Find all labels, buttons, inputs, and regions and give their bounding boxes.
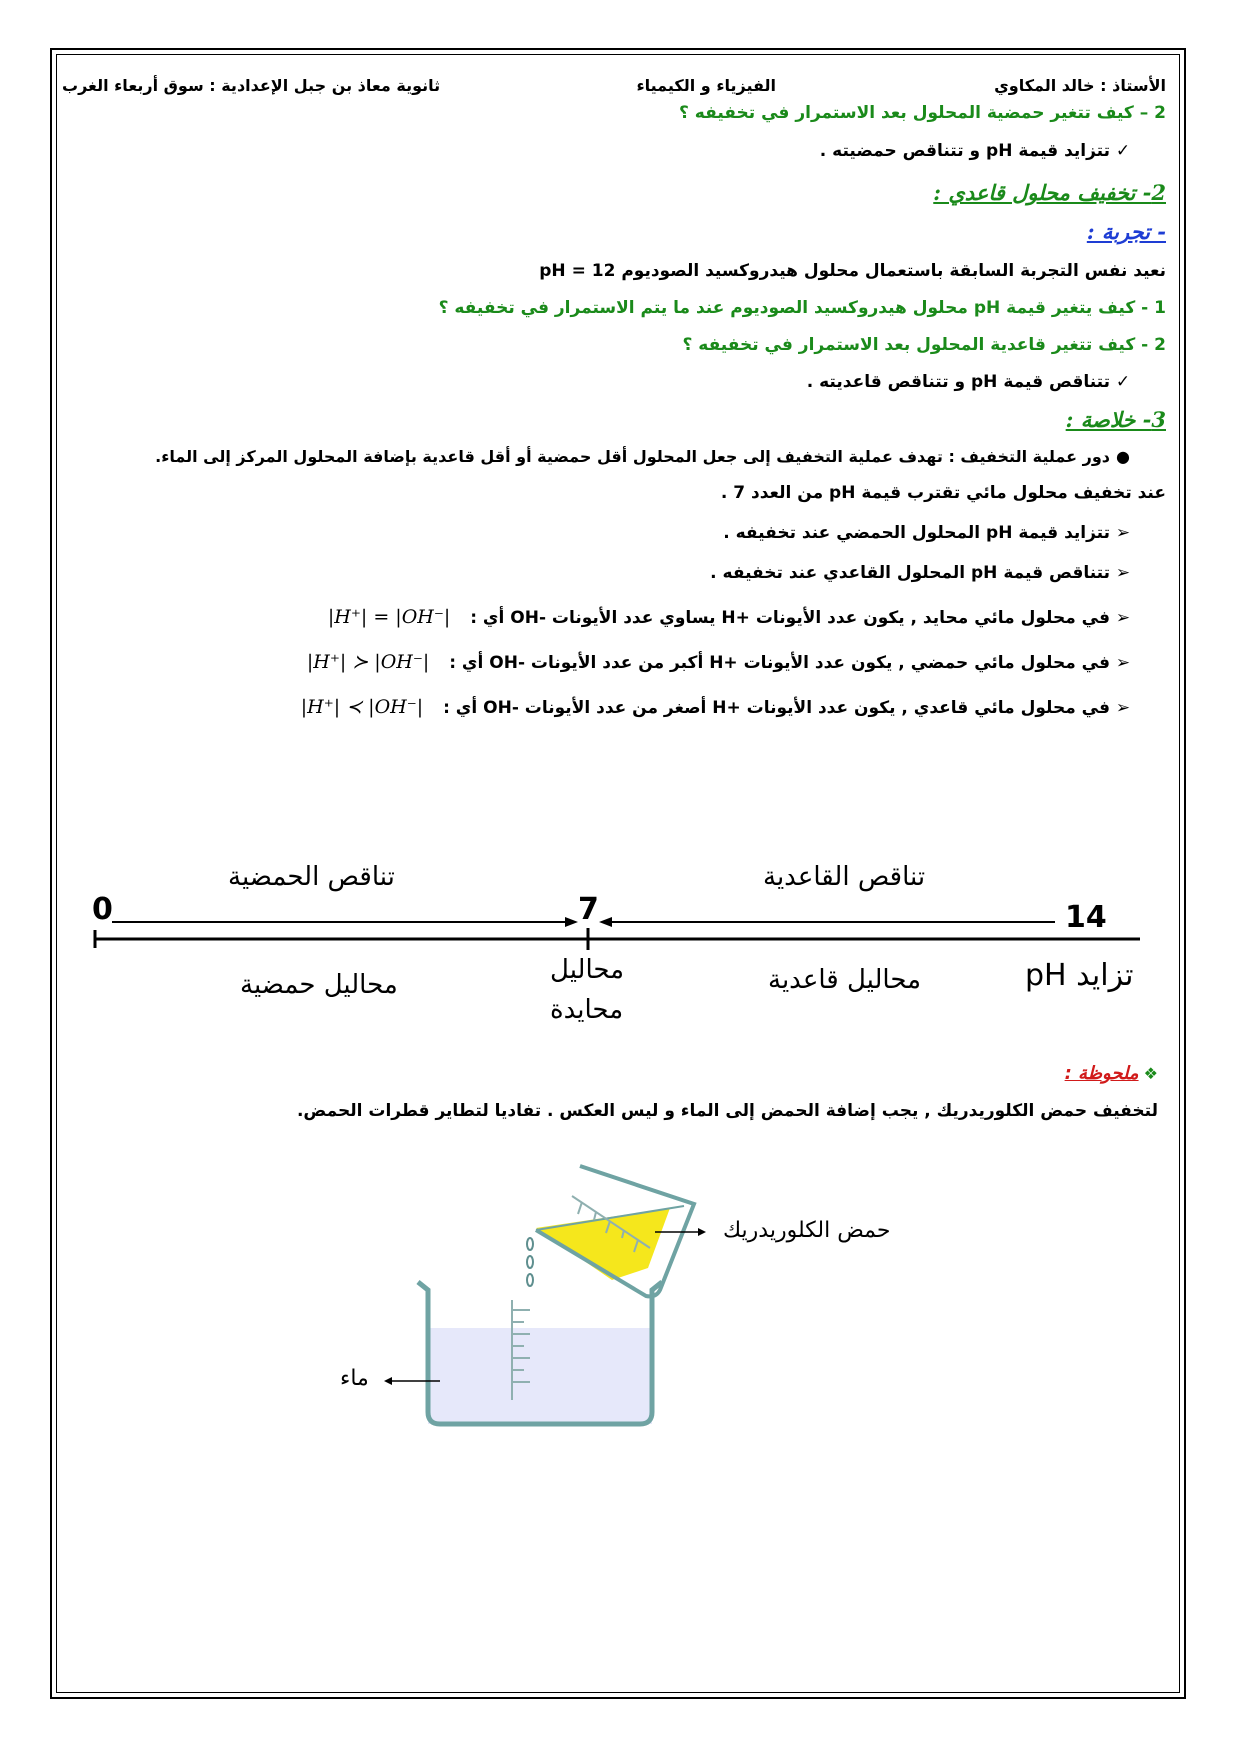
acidic-solutions-label: محاليل حمضية: [240, 970, 398, 1000]
acid-drops: [527, 1238, 533, 1286]
school-name: ثانوية معاذ بن جبل الإعدادية : سوق أربعاء الغرب: [62, 76, 441, 95]
base-answer: ✓تتناقص قيمة pH و تتناقص قاعديته .: [62, 369, 1166, 395]
base-question-1: 1 - كيف يتغير قيمة pH محلول هيدروكسيد الصوديوم عند ما يتم الاستمرار في تخفيفه ؟: [438, 298, 1166, 318]
subject-name: الفيزياء و الكيمياء: [636, 76, 776, 95]
dot-bullet-icon: ●: [1116, 447, 1130, 466]
ph-label-14: 14: [1065, 900, 1107, 935]
section-base-title: 2- تخفيف محلول قاعدي :: [933, 180, 1166, 205]
neutral-solutions-label-2: محايدة: [550, 995, 624, 1025]
note-heading: ❖ ملحوظة :: [1064, 1063, 1158, 1084]
acid-label: حمض الكلوريدريك: [723, 1218, 891, 1243]
ph-label-7: 7: [578, 892, 599, 927]
water-label: ماء: [340, 1366, 369, 1391]
arrow-bullet-icon: ➢: [1115, 523, 1131, 543]
experiment-intro: نعيد نفس التجربة السابقة باستعمال محلول هيدروكسيد الصوديوم pH = 12: [539, 261, 1166, 281]
arrow-bullet-icon: ➢: [1115, 698, 1131, 718]
ph-approach: عند تخفيف محلول مائي تقترب قيمة pH من العدد 7 .: [720, 483, 1166, 503]
neutral-solutions-label-1: محاليل: [550, 955, 625, 985]
relation-basic: ➢في محلول مائي قاعدي , يكون عدد الأيونات +H أصغر من عدد الأيونات -OH أي : |H⁺| ≺ |OH⁻|: [62, 694, 1166, 721]
basic-solutions-label: محاليل قاعدية: [768, 965, 922, 995]
experiment-title: - تجربة :: [1086, 219, 1166, 244]
conclusion-title: 3- خلاصة :: [1065, 407, 1166, 432]
acid-question-2: 2 – كيف تتغير حمضية المحلول بعد الاستمرار في تخفيفه ؟: [679, 103, 1166, 123]
note-text: لتخفيف حمض الكلوريدريك , يجب إضافة الحمض إلى الماء و ليس العكس . تفاديا لتطاير قطرات الحمض.: [296, 1101, 1158, 1121]
conclusion-item: ➢تتزايد قيمة pH المحلول الحمضي عند تخفيفه .: [62, 520, 1166, 546]
ph-increase-label: تزايد pH: [1025, 958, 1134, 993]
relation-acidic: ➢في محلول مائي حمضي , يكون عدد الأيونات +H أكبر من عدد الأيونات -OH أي : |H⁺| ≻ |OH⁻|: [62, 649, 1166, 676]
ph-label-0: 0: [92, 892, 113, 927]
basicity-decrease-label: تناقص القاعدية: [763, 862, 926, 892]
check-icon: ✓: [1115, 141, 1131, 161]
formula-basic: |H⁺| ≺ |OH⁻|: [300, 696, 424, 718]
diamond-star-icon: ❖: [1143, 1064, 1158, 1083]
water-fill: [428, 1328, 652, 1424]
base-question-2: 2 - كيف تتغير قاعدية المحلول بعد الاستمرار في تخفيفه ؟: [682, 335, 1166, 355]
formula-neutral: |H⁺| = |OH⁻|: [327, 606, 451, 628]
conclusion-item: ➢تتناقص قيمة pH المحلول القاعدي عند تخفيفه .: [62, 560, 1166, 586]
formula-acidic: |H⁺| ≻ |OH⁻|: [306, 651, 430, 673]
arrow-bullet-icon: ➢: [1115, 653, 1131, 673]
acidity-decrease-label: تناقص الحمضية: [228, 862, 395, 892]
arrow-bullet-icon: ➢: [1115, 608, 1131, 628]
check-icon: ✓: [1115, 372, 1131, 392]
teacher-name: الأستاذ : خالد المكاوي: [994, 76, 1166, 95]
relation-neutral: ➢في محلول مائي محايد , يكون عدد الأيونات +H يساوي عدد الأيونات -OH أي : |H⁺| = |OH⁻|: [62, 604, 1166, 631]
dilution-role: ●دور عملية التخفيف : تهدف عملية التخفيف إلى جعل المحلول أقل حمضية أو أقل قاعدية بإضافة المحلول المركز إلى الماء.: [62, 444, 1166, 470]
arrow-bullet-icon: ➢: [1115, 563, 1131, 583]
acid-answer: ✓تتزايد قيمة pH و تتناقص حمضيته .: [62, 138, 1166, 164]
